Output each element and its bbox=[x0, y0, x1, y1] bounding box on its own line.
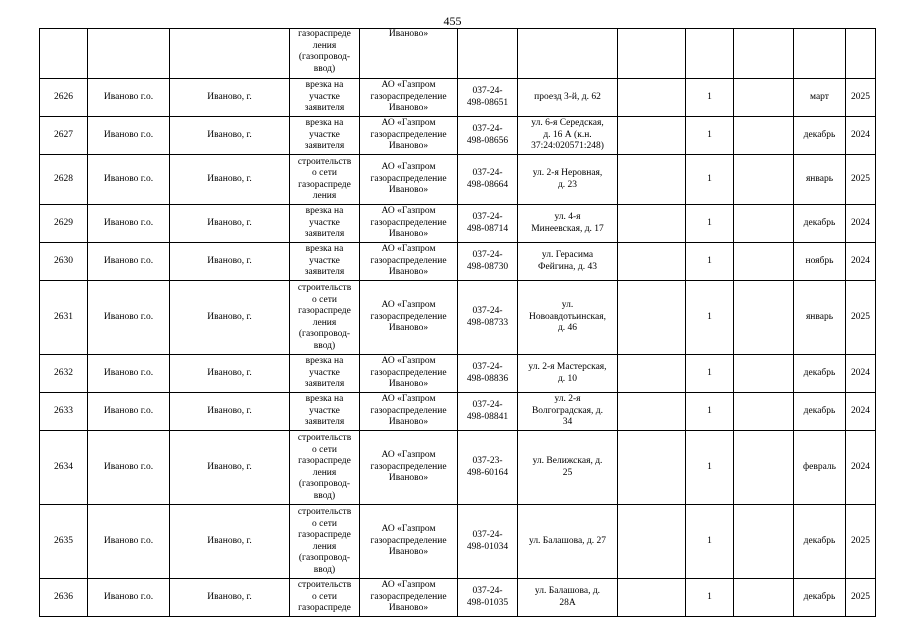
cell-work-type: строительств о сети газораспреде bbox=[290, 579, 360, 617]
cell-district: Иваново г.о. bbox=[88, 155, 170, 205]
cell-num: 2629 bbox=[40, 205, 88, 243]
cell-organization: АО «Газпром газораспределение Иваново» bbox=[360, 393, 458, 431]
cell-empty-2 bbox=[734, 431, 794, 505]
cell-month: декабрь bbox=[794, 205, 846, 243]
cell-num: 2634 bbox=[40, 431, 88, 505]
cell-code bbox=[458, 29, 518, 79]
cell-num: 2627 bbox=[40, 117, 88, 155]
table-row bbox=[40, 281, 876, 355]
cell-district: Иваново г.о. bbox=[88, 117, 170, 155]
cell-settlement: Иваново, г. bbox=[170, 393, 290, 431]
cell-code: 037-24- 498-08836 bbox=[458, 355, 518, 393]
cell-settlement: Иваново, г. bbox=[170, 431, 290, 505]
cell-address: ул. Герасима Фейгина, д. 43 bbox=[518, 243, 618, 281]
cell-work-type: строительств о сети газораспреде ления bbox=[290, 155, 360, 205]
cell-organization: АО «Газпром газораспределение Иваново» bbox=[360, 505, 458, 579]
cell-organization: АО «Газпром газораспределение Иваново» bbox=[360, 431, 458, 505]
cell-settlement: Иваново, г. bbox=[170, 281, 290, 355]
cell-year: 2025 bbox=[846, 281, 876, 355]
cell-month: декабрь bbox=[794, 579, 846, 617]
cell-count: 1 bbox=[686, 393, 734, 431]
cell-empty-1 bbox=[618, 281, 686, 355]
cell-year: 2024 bbox=[846, 117, 876, 155]
cell-organization: Иваново» bbox=[360, 29, 458, 79]
cell-empty-1 bbox=[618, 505, 686, 579]
cell-empty-1 bbox=[618, 355, 686, 393]
cell-code: 037-24- 498-08714 bbox=[458, 205, 518, 243]
cell-month: март bbox=[794, 79, 846, 117]
cell-empty-1 bbox=[618, 243, 686, 281]
cell-district: Иваново г.о. bbox=[88, 205, 170, 243]
cell-settlement: Иваново, г. bbox=[170, 117, 290, 155]
cell-code: 037-24- 498-08730 bbox=[458, 243, 518, 281]
cell-empty-1 bbox=[618, 29, 686, 79]
cell-organization: АО «Газпром газораспределение Иваново» bbox=[360, 205, 458, 243]
cell-count: 1 bbox=[686, 431, 734, 505]
cell-num: 2628 bbox=[40, 155, 88, 205]
cell-work-type: врезка на участке заявителя bbox=[290, 205, 360, 243]
cell-district: Иваново г.о. bbox=[88, 79, 170, 117]
cell-address: ул. 2-я Волгоградская, д. 34 bbox=[518, 393, 618, 431]
cell-organization: АО «Газпром газораспределение Иваново» bbox=[360, 155, 458, 205]
cell-settlement: Иваново, г. bbox=[170, 243, 290, 281]
cell-empty-2 bbox=[734, 393, 794, 431]
cell-year bbox=[846, 29, 876, 79]
cell-num: 2626 bbox=[40, 79, 88, 117]
cell-year: 2024 bbox=[846, 393, 876, 431]
cell-month: декабрь bbox=[794, 117, 846, 155]
cell-address: ул. Велижская, д. 25 bbox=[518, 431, 618, 505]
cell-num: 2630 bbox=[40, 243, 88, 281]
table-row bbox=[40, 579, 876, 617]
cell-settlement: Иваново, г. bbox=[170, 155, 290, 205]
cell-month bbox=[794, 29, 846, 79]
table-row bbox=[40, 355, 876, 393]
cell-empty-1 bbox=[618, 79, 686, 117]
cell-empty-2 bbox=[734, 281, 794, 355]
registry-table bbox=[39, 28, 876, 617]
cell-year: 2025 bbox=[846, 579, 876, 617]
cell-address: ул. 4-я Минеевская, д. 17 bbox=[518, 205, 618, 243]
cell-empty-1 bbox=[618, 117, 686, 155]
cell-empty-2 bbox=[734, 579, 794, 617]
cell-settlement bbox=[170, 29, 290, 79]
cell-code: 037-24- 498-01035 bbox=[458, 579, 518, 617]
cell-count: 1 bbox=[686, 355, 734, 393]
table-row bbox=[40, 243, 876, 281]
cell-year: 2025 bbox=[846, 505, 876, 579]
cell-district: Иваново г.о. bbox=[88, 355, 170, 393]
cell-settlement: Иваново, г. bbox=[170, 505, 290, 579]
cell-address: ул. 2-я Неровная, д. 23 bbox=[518, 155, 618, 205]
cell-year: 2024 bbox=[846, 431, 876, 505]
cell-num: 2633 bbox=[40, 393, 88, 431]
cell-work-type: врезка на участке заявителя bbox=[290, 79, 360, 117]
cell-num: 2636 bbox=[40, 579, 88, 617]
table-row bbox=[40, 505, 876, 579]
cell-count: 1 bbox=[686, 117, 734, 155]
table-row bbox=[40, 393, 876, 431]
cell-num: 2635 bbox=[40, 505, 88, 579]
cell-work-type: строительств о сети газораспреде ления (газопровод- ввод) bbox=[290, 505, 360, 579]
cell-work-type: газораспреде ления (газопровод- ввод) bbox=[290, 29, 360, 79]
registry-body bbox=[40, 29, 876, 617]
cell-month: январь bbox=[794, 155, 846, 205]
cell-empty-1 bbox=[618, 155, 686, 205]
cell-district: Иваново г.о. bbox=[88, 505, 170, 579]
cell-count: 1 bbox=[686, 155, 734, 205]
cell-count bbox=[686, 29, 734, 79]
cell-count: 1 bbox=[686, 205, 734, 243]
cell-work-type: строительств о сети газораспреде ления (газопровод- ввод) bbox=[290, 431, 360, 505]
cell-code: 037-24- 498-08651 bbox=[458, 79, 518, 117]
cell-district: Иваново г.о. bbox=[88, 431, 170, 505]
cell-code: 037-23- 498-60164 bbox=[458, 431, 518, 505]
cell-organization: АО «Газпром газораспределение Иваново» bbox=[360, 117, 458, 155]
cell-address: ул. 6-я Середская, д. 16 А (к.н. 37:24:020571:248) bbox=[518, 117, 618, 155]
cell-organization: АО «Газпром газораспределение Иваново» bbox=[360, 79, 458, 117]
cell-empty-2 bbox=[734, 117, 794, 155]
cell-organization: АО «Газпром газораспределение Иваново» bbox=[360, 579, 458, 617]
cell-empty-2 bbox=[734, 79, 794, 117]
cell-year: 2024 bbox=[846, 355, 876, 393]
cell-year: 2025 bbox=[846, 79, 876, 117]
cell-address: ул. 2-я Мастерская, д. 10 bbox=[518, 355, 618, 393]
table-row-continuation bbox=[40, 29, 876, 79]
table-row bbox=[40, 155, 876, 205]
cell-empty-2 bbox=[734, 29, 794, 79]
cell-count: 1 bbox=[686, 579, 734, 617]
cell-work-type: строительств о сети газораспреде ления (газопровод- ввод) bbox=[290, 281, 360, 355]
cell-empty-2 bbox=[734, 355, 794, 393]
table-row bbox=[40, 205, 876, 243]
cell-empty-2 bbox=[734, 243, 794, 281]
cell-district: Иваново г.о. bbox=[88, 579, 170, 617]
cell-month: январь bbox=[794, 281, 846, 355]
cell-num bbox=[40, 29, 88, 79]
cell-district: Иваново г.о. bbox=[88, 281, 170, 355]
cell-code: 037-24- 498-01034 bbox=[458, 505, 518, 579]
cell-empty-1 bbox=[618, 205, 686, 243]
cell-district bbox=[88, 29, 170, 79]
table-row bbox=[40, 79, 876, 117]
cell-address: проезд 3-й, д. 62 bbox=[518, 79, 618, 117]
cell-month: декабрь bbox=[794, 505, 846, 579]
cell-organization: АО «Газпром газораспределение Иваново» bbox=[360, 355, 458, 393]
cell-count: 1 bbox=[686, 505, 734, 579]
cell-empty-1 bbox=[618, 431, 686, 505]
cell-month: ноябрь bbox=[794, 243, 846, 281]
cell-work-type: врезка на участке заявителя bbox=[290, 243, 360, 281]
cell-year: 2024 bbox=[846, 205, 876, 243]
cell-code: 037-24- 498-08664 bbox=[458, 155, 518, 205]
cell-year: 2024 bbox=[846, 243, 876, 281]
cell-code: 037-24- 498-08841 bbox=[458, 393, 518, 431]
table-row bbox=[40, 431, 876, 505]
cell-month: февраль bbox=[794, 431, 846, 505]
cell-address: ул. Балашова, д. 28А bbox=[518, 579, 618, 617]
cell-num: 2631 bbox=[40, 281, 88, 355]
cell-empty-2 bbox=[734, 505, 794, 579]
table-row bbox=[40, 117, 876, 155]
cell-count: 1 bbox=[686, 79, 734, 117]
cell-settlement: Иваново, г. bbox=[170, 355, 290, 393]
cell-month: декабрь bbox=[794, 355, 846, 393]
cell-address bbox=[518, 29, 618, 79]
cell-month: декабрь bbox=[794, 393, 846, 431]
cell-address: ул. Балашова, д. 27 bbox=[518, 505, 618, 579]
cell-empty-1 bbox=[618, 393, 686, 431]
cell-empty-2 bbox=[734, 155, 794, 205]
cell-code: 037-24- 498-08733 bbox=[458, 281, 518, 355]
cell-count: 1 bbox=[686, 281, 734, 355]
cell-work-type: врезка на участке заявителя bbox=[290, 355, 360, 393]
cell-settlement: Иваново, г. bbox=[170, 205, 290, 243]
cell-organization: АО «Газпром газораспределение Иваново» bbox=[360, 243, 458, 281]
cell-count: 1 bbox=[686, 243, 734, 281]
cell-work-type: врезка на участке заявителя bbox=[290, 117, 360, 155]
cell-empty-2 bbox=[734, 205, 794, 243]
cell-district: Иваново г.о. bbox=[88, 243, 170, 281]
cell-work-type: врезка на участке заявителя bbox=[290, 393, 360, 431]
cell-num: 2632 bbox=[40, 355, 88, 393]
cell-year: 2025 bbox=[846, 155, 876, 205]
cell-address: ул. Новоавдотьинская, д. 46 bbox=[518, 281, 618, 355]
cell-settlement: Иваново, г. bbox=[170, 579, 290, 617]
cell-organization: АО «Газпром газораспределение Иваново» bbox=[360, 281, 458, 355]
cell-empty-1 bbox=[618, 579, 686, 617]
cell-district: Иваново г.о. bbox=[88, 393, 170, 431]
cell-settlement: Иваново, г. bbox=[170, 79, 290, 117]
page-number: 455 bbox=[443, 14, 462, 28]
cell-code: 037-24- 498-08656 bbox=[458, 117, 518, 155]
